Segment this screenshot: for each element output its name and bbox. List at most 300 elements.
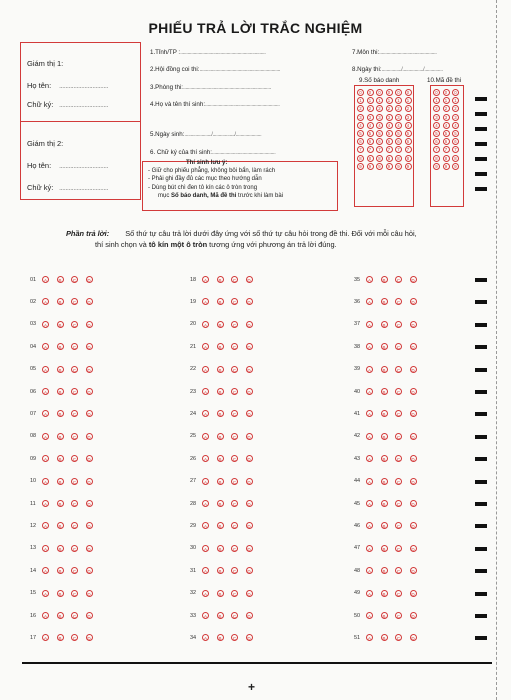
student-id-bubble[interactable]: 9 <box>357 163 364 170</box>
exam-code-bubble[interactable]: 7 <box>433 146 440 153</box>
answer-bubble-c[interactable]: C <box>72 569 77 575</box>
answer-bubble-a[interactable]: A <box>43 569 47 575</box>
answer-bubble-b[interactable]: B <box>218 479 222 485</box>
answer-bubble-b[interactable]: B <box>218 457 222 463</box>
exam-code-bubble[interactable]: 0 <box>433 89 440 96</box>
student-id-bubble[interactable]: 5 <box>386 130 393 137</box>
answer-bubble-b[interactable]: B <box>58 457 62 463</box>
student-id-bubble[interactable]: 5 <box>376 130 383 137</box>
exam-code-bubble[interactable]: 8 <box>433 155 440 162</box>
answer-bubble-d[interactable]: D <box>247 300 251 306</box>
answer-bubble-c[interactable]: C <box>72 636 77 642</box>
proctor2-name-line[interactable]: ............................... <box>59 161 109 170</box>
field-exam-room[interactable]: 3.Phòng thi:........................................................................ <box>150 84 271 91</box>
answer-bubble-c[interactable]: C <box>72 434 77 440</box>
exam-code-bubble[interactable]: 9 <box>433 163 440 170</box>
answer-bubble-c[interactable]: C <box>232 636 237 642</box>
student-id-bubble[interactable]: 7 <box>395 146 402 153</box>
student-id-bubble[interactable]: 9 <box>376 163 383 170</box>
answer-bubble-b[interactable]: B <box>58 614 62 619</box>
answer-bubble-c[interactable]: C <box>232 300 237 306</box>
student-id-bubble[interactable]: 7 <box>367 146 374 153</box>
answer-bubble-b[interactable]: B <box>382 569 386 575</box>
answer-bubble-c[interactable]: C <box>232 546 237 552</box>
answer-bubble-b[interactable]: B <box>58 278 62 283</box>
answer-bubble-c[interactable]: C <box>72 591 77 597</box>
answer-bubble-c[interactable]: C <box>72 300 77 306</box>
answer-bubble-d[interactable]: D <box>87 524 91 530</box>
proctor1-name-line[interactable]: ............................... <box>59 81 109 90</box>
student-id-bubble[interactable]: 6 <box>357 138 364 145</box>
answer-bubble-b[interactable]: B <box>382 300 386 306</box>
answer-bubble-c[interactable]: C <box>232 322 237 328</box>
answer-bubble-d[interactable]: D <box>87 434 91 440</box>
answer-bubble-a[interactable]: A <box>43 546 47 552</box>
answer-bubble-d[interactable]: D <box>247 591 251 597</box>
answer-bubble-d[interactable]: D <box>87 390 91 395</box>
answer-bubble-d[interactable]: D <box>247 502 251 507</box>
answer-bubble-b[interactable]: B <box>58 390 62 395</box>
student-id-bubble[interactable]: 3 <box>357 114 364 121</box>
answer-bubble-b[interactable]: B <box>382 390 386 395</box>
answer-bubble-c[interactable]: C <box>396 502 401 507</box>
answer-bubble-c[interactable]: C <box>232 412 237 418</box>
answer-bubble-b[interactable]: B <box>58 591 62 597</box>
answer-bubble-a[interactable]: A <box>203 591 207 597</box>
student-id-bubble[interactable]: 3 <box>376 114 383 121</box>
student-id-bubble[interactable]: 1 <box>386 97 393 104</box>
answer-bubble-d[interactable]: D <box>411 524 415 530</box>
field-candidate-name[interactable]: 4.Họ và tên thí sinh:............................................................. <box>150 101 280 108</box>
answer-bubble-c[interactable]: C <box>396 300 401 306</box>
student-id-bubble[interactable]: 0 <box>357 89 364 96</box>
answer-bubble-c[interactable]: C <box>396 412 401 418</box>
field-birth-date[interactable]: 5.Ngày sinh:....................../................../..................... <box>150 131 262 138</box>
answer-bubble-d[interactable]: D <box>87 300 91 306</box>
student-id-bubble[interactable]: 2 <box>376 105 383 112</box>
answer-bubble-a[interactable]: A <box>203 524 207 530</box>
exam-code-bubble[interactable]: 7 <box>443 146 450 153</box>
answer-bubble-a[interactable]: A <box>367 591 371 597</box>
exam-code-bubble[interactable]: 7 <box>452 146 459 153</box>
student-id-bubble[interactable]: 0 <box>395 89 402 96</box>
answer-bubble-b[interactable]: B <box>382 636 386 642</box>
answer-bubble-a[interactable]: A <box>43 367 47 373</box>
answer-bubble-a[interactable]: A <box>367 636 371 642</box>
answer-bubble-a[interactable]: A <box>43 502 47 507</box>
answer-bubble-a[interactable]: A <box>203 412 207 418</box>
answer-bubble-d[interactable]: D <box>247 345 251 351</box>
exam-code-bubble[interactable]: 6 <box>452 138 459 145</box>
answer-bubble-c[interactable]: C <box>72 502 77 507</box>
answer-bubble-d[interactable]: D <box>247 524 251 530</box>
student-id-bubble[interactable]: 1 <box>395 97 402 104</box>
answer-bubble-b[interactable]: B <box>382 524 386 530</box>
answer-bubble-b[interactable]: B <box>218 322 222 328</box>
exam-code-bubble[interactable]: 2 <box>452 105 459 112</box>
answer-bubble-a[interactable]: A <box>367 457 371 463</box>
answer-bubble-d[interactable]: D <box>87 614 91 619</box>
answer-bubble-a[interactable]: A <box>203 457 207 463</box>
student-id-bubble[interactable]: 8 <box>376 155 383 162</box>
answer-bubble-c[interactable]: C <box>396 524 401 530</box>
answer-bubble-b[interactable]: B <box>58 636 62 642</box>
exam-code-bubble[interactable]: 9 <box>452 163 459 170</box>
answer-bubble-d[interactable]: D <box>411 636 415 642</box>
answer-bubble-a[interactable]: A <box>203 390 207 395</box>
student-id-bubble[interactable]: 4 <box>376 122 383 129</box>
answer-bubble-d[interactable]: D <box>411 367 415 373</box>
answer-bubble-a[interactable]: A <box>203 322 207 328</box>
student-id-bubble[interactable]: 4 <box>386 122 393 129</box>
answer-bubble-a[interactable]: A <box>367 390 371 395</box>
student-id-bubble[interactable]: 6 <box>405 138 412 145</box>
student-id-bubble[interactable]: 1 <box>376 97 383 104</box>
exam-code-bubble[interactable]: 4 <box>433 122 440 129</box>
proctor2-sign-line[interactable]: ............................... <box>59 183 109 192</box>
answer-bubble-a[interactable]: A <box>367 569 371 575</box>
answer-bubble-b[interactable]: B <box>58 502 62 507</box>
answer-bubble-d[interactable]: D <box>411 502 415 507</box>
answer-bubble-a[interactable]: A <box>367 502 371 507</box>
answer-bubble-c[interactable]: C <box>232 367 237 373</box>
answer-bubble-b[interactable]: B <box>382 367 386 373</box>
student-id-bubble[interactable]: 3 <box>405 114 412 121</box>
student-id-bubble[interactable]: 1 <box>357 97 364 104</box>
answer-bubble-a[interactable]: A <box>203 636 207 642</box>
answer-bubble-a[interactable]: A <box>203 479 207 485</box>
exam-code-bubble[interactable]: 5 <box>433 130 440 137</box>
answer-bubble-d[interactable]: D <box>411 322 415 328</box>
answer-bubble-d[interactable]: D <box>247 367 251 373</box>
student-id-bubble[interactable]: 5 <box>367 130 374 137</box>
answer-bubble-b[interactable]: B <box>382 502 386 507</box>
answer-bubble-c[interactable]: C <box>396 591 401 597</box>
student-id-bubble[interactable]: 2 <box>367 105 374 112</box>
answer-bubble-c[interactable]: C <box>396 367 401 373</box>
answer-bubble-c[interactable]: C <box>72 457 77 463</box>
answer-bubble-b[interactable]: B <box>218 300 222 306</box>
answer-bubble-a[interactable]: A <box>203 434 207 440</box>
student-id-bubble[interactable]: 4 <box>367 122 374 129</box>
answer-bubble-b[interactable]: B <box>218 434 222 440</box>
student-id-bubble[interactable]: 2 <box>357 105 364 112</box>
answer-bubble-a[interactable]: A <box>43 278 47 283</box>
answer-bubble-d[interactable]: D <box>247 434 251 440</box>
answer-bubble-d[interactable]: D <box>247 614 251 619</box>
answer-bubble-d[interactable]: D <box>411 300 415 306</box>
exam-code-bubble[interactable]: 5 <box>452 130 459 137</box>
student-id-bubble[interactable]: 0 <box>405 89 412 96</box>
answer-bubble-d[interactable]: D <box>87 569 91 575</box>
student-id-bubble[interactable]: 5 <box>395 130 402 137</box>
answer-bubble-d[interactable]: D <box>411 479 415 485</box>
answer-bubble-c[interactable]: C <box>72 390 77 395</box>
student-id-bubble[interactable]: 5 <box>357 130 364 137</box>
answer-bubble-d[interactable]: D <box>247 636 251 642</box>
student-id-bubble[interactable]: 9 <box>395 163 402 170</box>
answer-bubble-b[interactable]: B <box>218 524 222 530</box>
answer-bubble-c[interactable]: C <box>72 524 77 530</box>
answer-bubble-c[interactable]: C <box>396 434 401 440</box>
field-province[interactable]: 1.Tỉnh/TP :...................................................................... <box>150 49 266 56</box>
answer-bubble-b[interactable]: B <box>58 345 62 351</box>
answer-bubble-a[interactable]: A <box>367 412 371 418</box>
answer-bubble-c[interactable]: C <box>232 345 237 351</box>
answer-bubble-d[interactable]: D <box>87 636 91 642</box>
student-id-bubble[interactable]: 7 <box>405 146 412 153</box>
answer-bubble-c[interactable]: C <box>396 569 401 575</box>
answer-bubble-c[interactable]: C <box>72 614 77 619</box>
answer-bubble-c[interactable]: C <box>396 322 401 328</box>
answer-bubble-d[interactable]: D <box>247 479 251 485</box>
answer-bubble-a[interactable]: A <box>367 300 371 306</box>
answer-bubble-d[interactable]: D <box>247 569 251 575</box>
answer-bubble-b[interactable]: B <box>382 322 386 328</box>
student-id-bubble[interactable]: 9 <box>405 163 412 170</box>
answer-bubble-d[interactable]: D <box>247 322 251 328</box>
student-id-bubble[interactable]: 5 <box>405 130 412 137</box>
answer-bubble-c[interactable]: C <box>396 614 401 619</box>
answer-bubble-c[interactable]: C <box>396 479 401 485</box>
answer-bubble-a[interactable]: A <box>367 322 371 328</box>
student-id-bubble[interactable]: 2 <box>386 105 393 112</box>
answer-bubble-a[interactable]: A <box>43 479 47 485</box>
student-id-bubble[interactable]: 7 <box>386 146 393 153</box>
answer-bubble-a[interactable]: A <box>43 591 47 597</box>
answer-bubble-c[interactable]: C <box>72 412 77 418</box>
answer-bubble-b[interactable]: B <box>218 546 222 552</box>
student-id-bubble[interactable]: 9 <box>367 163 374 170</box>
answer-bubble-c[interactable]: C <box>232 434 237 440</box>
answer-bubble-d[interactable]: D <box>247 412 251 418</box>
exam-code-bubble[interactable]: 5 <box>443 130 450 137</box>
answer-bubble-d[interactable]: D <box>87 479 91 485</box>
student-id-bubble[interactable]: 6 <box>376 138 383 145</box>
answer-bubble-c[interactable]: C <box>396 636 401 642</box>
exam-code-bubble[interactable]: 8 <box>443 155 450 162</box>
answer-bubble-a[interactable]: A <box>367 434 371 440</box>
answer-bubble-b[interactable]: B <box>382 434 386 440</box>
field-exam-date[interactable]: 8.Ngày thi:................/................./............... <box>352 66 443 73</box>
field-subject[interactable]: 7.Môn thi:............................................... <box>352 49 437 56</box>
answer-bubble-d[interactable]: D <box>247 390 251 395</box>
answer-bubble-b[interactable]: B <box>58 546 62 552</box>
answer-bubble-d[interactable]: D <box>87 457 91 463</box>
proctor1-sign-line[interactable]: ............................... <box>59 100 109 109</box>
answer-bubble-d[interactable]: D <box>247 457 251 463</box>
answer-bubble-d[interactable]: D <box>411 390 415 395</box>
answer-bubble-b[interactable]: B <box>218 367 222 373</box>
answer-bubble-a[interactable]: A <box>43 457 47 463</box>
answer-bubble-b[interactable]: B <box>218 412 222 418</box>
answer-bubble-a[interactable]: A <box>203 345 207 351</box>
exam-code-bubble[interactable]: 2 <box>443 105 450 112</box>
exam-code-bubble[interactable]: 6 <box>443 138 450 145</box>
answer-bubble-c[interactable]: C <box>72 479 77 485</box>
answer-bubble-a[interactable]: A <box>43 412 47 418</box>
field-exam-council[interactable]: 2.Hội đồng coi thi:.................................................................. <box>150 66 280 73</box>
answer-bubble-a[interactable]: A <box>203 614 207 619</box>
student-id-bubble[interactable]: 0 <box>367 89 374 96</box>
answer-bubble-b[interactable]: B <box>382 591 386 597</box>
student-id-bubble[interactable]: 8 <box>386 155 393 162</box>
exam-code-bubble[interactable]: 9 <box>443 163 450 170</box>
answer-bubble-d[interactable]: D <box>87 546 91 552</box>
exam-code-bubble[interactable]: 8 <box>452 155 459 162</box>
answer-bubble-a[interactable]: A <box>43 524 47 530</box>
answer-bubble-d[interactable]: D <box>411 457 415 463</box>
answer-bubble-b[interactable]: B <box>218 614 222 619</box>
answer-bubble-c[interactable]: C <box>232 502 237 507</box>
exam-code-bubble[interactable]: 1 <box>452 97 459 104</box>
answer-bubble-b[interactable]: B <box>382 345 386 351</box>
student-id-bubble[interactable]: 6 <box>395 138 402 145</box>
answer-bubble-b[interactable]: B <box>58 412 62 418</box>
answer-bubble-a[interactable]: A <box>203 278 207 283</box>
answer-bubble-b[interactable]: B <box>382 546 386 552</box>
student-id-bubble[interactable]: 1 <box>367 97 374 104</box>
answer-bubble-a[interactable]: A <box>367 278 371 283</box>
student-id-bubble[interactable]: 3 <box>395 114 402 121</box>
student-id-bubble[interactable]: 8 <box>395 155 402 162</box>
answer-bubble-b[interactable]: B <box>58 434 62 440</box>
answer-bubble-a[interactable]: A <box>203 569 207 575</box>
answer-bubble-c[interactable]: C <box>232 569 237 575</box>
answer-bubble-c[interactable]: C <box>396 390 401 395</box>
answer-bubble-a[interactable]: A <box>43 390 47 395</box>
student-id-bubble[interactable]: 7 <box>357 146 364 153</box>
answer-bubble-d[interactable]: D <box>411 434 415 440</box>
answer-bubble-d[interactable]: D <box>247 278 251 283</box>
answer-bubble-d[interactable]: D <box>411 569 415 575</box>
answer-bubble-d[interactable]: D <box>87 345 91 351</box>
answer-bubble-a[interactable]: A <box>203 367 207 373</box>
student-id-bubble[interactable]: 1 <box>405 97 412 104</box>
answer-bubble-a[interactable]: A <box>43 300 47 306</box>
answer-bubble-b[interactable]: B <box>58 367 62 373</box>
answer-bubble-b[interactable]: B <box>58 322 62 328</box>
answer-bubble-a[interactable]: A <box>43 322 47 328</box>
answer-bubble-d[interactable]: D <box>87 367 91 373</box>
answer-bubble-c[interactable]: C <box>72 546 77 552</box>
answer-bubble-a[interactable]: A <box>367 524 371 530</box>
answer-bubble-d[interactable]: D <box>247 546 251 552</box>
exam-code-bubble[interactable]: 3 <box>433 114 440 121</box>
exam-code-bubble[interactable]: 1 <box>433 97 440 104</box>
answer-bubble-b[interactable]: B <box>218 591 222 597</box>
answer-bubble-d[interactable]: D <box>411 412 415 418</box>
answer-bubble-b[interactable]: B <box>218 278 222 283</box>
answer-bubble-b[interactable]: B <box>58 524 62 530</box>
exam-code-bubble[interactable]: 3 <box>452 114 459 121</box>
answer-bubble-c[interactable]: C <box>232 479 237 485</box>
answer-bubble-d[interactable]: D <box>87 322 91 328</box>
exam-code-bubble[interactable]: 2 <box>433 105 440 112</box>
answer-bubble-a[interactable]: A <box>203 300 207 306</box>
answer-bubble-b[interactable]: B <box>58 569 62 575</box>
exam-code-bubble[interactable]: 4 <box>452 122 459 129</box>
student-id-bubble[interactable]: 8 <box>405 155 412 162</box>
answer-bubble-d[interactable]: D <box>411 546 415 552</box>
student-id-bubble[interactable]: 8 <box>367 155 374 162</box>
answer-bubble-b[interactable]: B <box>58 300 62 306</box>
answer-bubble-c[interactable]: C <box>396 345 401 351</box>
answer-bubble-a[interactable]: A <box>367 546 371 552</box>
answer-bubble-a[interactable]: A <box>43 345 47 351</box>
answer-bubble-b[interactable]: B <box>218 569 222 575</box>
answer-bubble-d[interactable]: D <box>411 591 415 597</box>
exam-code-bubble[interactable]: 4 <box>443 122 450 129</box>
answer-bubble-c[interactable]: C <box>232 390 237 395</box>
answer-bubble-c[interactable]: C <box>232 524 237 530</box>
student-id-bubble[interactable]: 0 <box>376 89 383 96</box>
answer-bubble-a[interactable]: A <box>43 636 47 642</box>
answer-bubble-a[interactable]: A <box>367 479 371 485</box>
student-id-bubble[interactable]: 2 <box>395 105 402 112</box>
answer-bubble-c[interactable]: C <box>232 278 237 283</box>
answer-bubble-c[interactable]: C <box>396 457 401 463</box>
student-id-bubble[interactable]: 6 <box>386 138 393 145</box>
student-id-bubble[interactable]: 4 <box>395 122 402 129</box>
answer-bubble-b[interactable]: B <box>382 412 386 418</box>
answer-bubble-d[interactable]: D <box>411 614 415 619</box>
answer-bubble-a[interactable]: A <box>203 502 207 507</box>
answer-bubble-a[interactable]: A <box>43 614 47 619</box>
exam-code-bubble[interactable]: 0 <box>452 89 459 96</box>
answer-bubble-b[interactable]: B <box>218 390 222 395</box>
answer-bubble-c[interactable]: C <box>396 546 401 552</box>
answer-bubble-c[interactable]: C <box>72 367 77 373</box>
student-id-bubble[interactable]: 0 <box>386 89 393 96</box>
answer-bubble-b[interactable]: B <box>218 502 222 507</box>
answer-bubble-d[interactable]: D <box>87 591 91 597</box>
answer-bubble-d[interactable]: D <box>87 502 91 507</box>
field-candidate-signature[interactable]: 6. Chữ ký của thí sinh:.................................................... <box>150 149 276 156</box>
answer-bubble-a[interactable]: A <box>367 367 371 373</box>
answer-bubble-c[interactable]: C <box>232 457 237 463</box>
student-id-bubble[interactable]: 2 <box>405 105 412 112</box>
student-id-bubble[interactable]: 4 <box>405 122 412 129</box>
answer-bubble-b[interactable]: B <box>218 636 222 642</box>
student-id-bubble[interactable]: 8 <box>357 155 364 162</box>
exam-code-bubble[interactable]: 1 <box>443 97 450 104</box>
answer-bubble-b[interactable]: B <box>382 614 386 619</box>
answer-bubble-a[interactable]: A <box>367 345 371 351</box>
answer-bubble-d[interactable]: D <box>411 345 415 351</box>
exam-code-bubble[interactable]: 0 <box>443 89 450 96</box>
answer-bubble-c[interactable]: C <box>232 591 237 597</box>
exam-code-bubble[interactable]: 3 <box>443 114 450 121</box>
answer-bubble-b[interactable]: B <box>382 278 386 283</box>
student-id-bubble[interactable]: 6 <box>367 138 374 145</box>
answer-bubble-c[interactable]: C <box>72 278 77 283</box>
answer-bubble-c[interactable]: C <box>72 345 77 351</box>
student-id-bubble[interactable]: 7 <box>376 146 383 153</box>
answer-bubble-a[interactable]: A <box>367 614 371 619</box>
answer-bubble-c[interactable]: C <box>232 614 237 619</box>
answer-bubble-b[interactable]: B <box>382 457 386 463</box>
student-id-bubble[interactable]: 3 <box>386 114 393 121</box>
student-id-bubble[interactable]: 3 <box>367 114 374 121</box>
answer-bubble-b[interactable]: B <box>218 345 222 351</box>
answer-bubble-c[interactable]: C <box>72 322 77 328</box>
answer-bubble-d[interactable]: D <box>411 278 415 283</box>
student-id-bubble[interactable]: 4 <box>357 122 364 129</box>
answer-bubble-a[interactable]: A <box>43 434 47 440</box>
exam-code-bubble[interactable]: 6 <box>433 138 440 145</box>
answer-bubble-d[interactable]: D <box>87 412 91 418</box>
